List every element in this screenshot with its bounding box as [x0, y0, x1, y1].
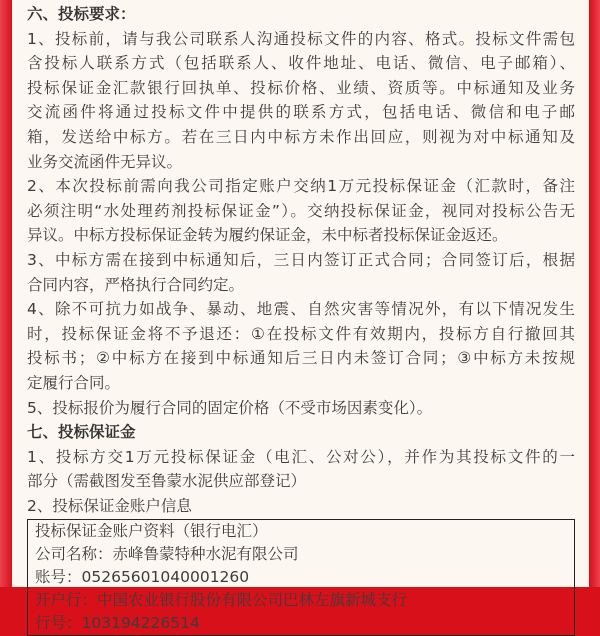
text-line: 合同内容，严格执行合同约定。	[27, 275, 245, 294]
requirement-item-1	[27, 27, 575, 175]
text-line: 时，投标保证金将不予退还：①在投标文件有效期内，投标方自行撤回其	[27, 324, 575, 343]
text-line: 含投标人联系方式（包括联系人、收件地址、电话、微信、电子邮箱）、	[27, 54, 575, 73]
text-line: 交流函件将通过投标文件中提供的联系方式，包括电话、微信和电子邮	[27, 103, 575, 122]
text-line: 3、中标方需在接到中标通知后，三日内签订正式合同；合同签订后，根据	[27, 250, 575, 269]
text-line: 箱，发送给中标方。若在三日内中标方未作出回应，则视为对中标通知及	[27, 127, 575, 146]
requirement-item-5: 5、投标报价为履行合同的固定价格（不受市场因素变化）。	[27, 398, 433, 417]
text-line: 定履行合同。	[27, 373, 121, 392]
text-line: 必须注明“水处理药剂投标保证金”）。交纳投标保证金，视同对投标公告无	[27, 201, 575, 220]
text-line: 异议。中标方投标保证金转为履约保证金，未中标者投标保证金返还。	[27, 226, 508, 245]
company-name: 公司名称：赤峰鲁蒙特种水泥有限公司	[35, 545, 299, 564]
text-line: 部分（需截图发至鲁蒙水泥供应部登记）	[27, 472, 307, 491]
deposit-item-1	[27, 445, 575, 494]
account-number: 账号：05265601040001260	[35, 568, 250, 587]
requirement-item-3	[27, 248, 575, 297]
bank-name: 开户行：中国农业银行股份有限公司巴林左旗新城支行	[35, 591, 408, 610]
account-box-title: 投标保证金账户资料（银行电汇）	[35, 522, 268, 541]
text-line: 2、本次投标前需向我公司指定账户交纳1万元投标保证金（汇款时，备注	[27, 177, 575, 196]
text-line: 投标书；②中标方在接到中标通知后三日内未签订合同；③中标方未按规	[27, 349, 575, 368]
text-line: 业务交流函件无异议。	[27, 152, 183, 171]
requirement-item-2	[27, 174, 575, 248]
text-line: 1、投标方交1万元投标保证金（电汇、公对公），并作为其投标文件的一	[27, 447, 575, 466]
text-line: 1、投标前，请与我公司联系人沟通投标文件的内容、格式。投标文件需包	[27, 29, 575, 48]
requirement-item-4	[27, 297, 575, 395]
section-7-heading: 七、投标保证金	[27, 423, 136, 442]
text-line: 4、除不可抗力如战争、暴动、地震、自然灾害等情况外，有以下情况发生	[27, 300, 575, 319]
bank-code: 行号：103194226514	[35, 614, 200, 633]
account-info-box	[27, 519, 575, 636]
deposit-item-2: 2、投标保证金账户信息	[27, 496, 192, 515]
document-content	[27, 2, 575, 636]
text-line: 投标保证金汇款银行回执单、投标价格、业绩、资质等。中标通知及业务	[27, 78, 575, 97]
section-6-heading: 六、投标要求：	[27, 5, 136, 23]
red-frame-right	[588, 0, 600, 587]
